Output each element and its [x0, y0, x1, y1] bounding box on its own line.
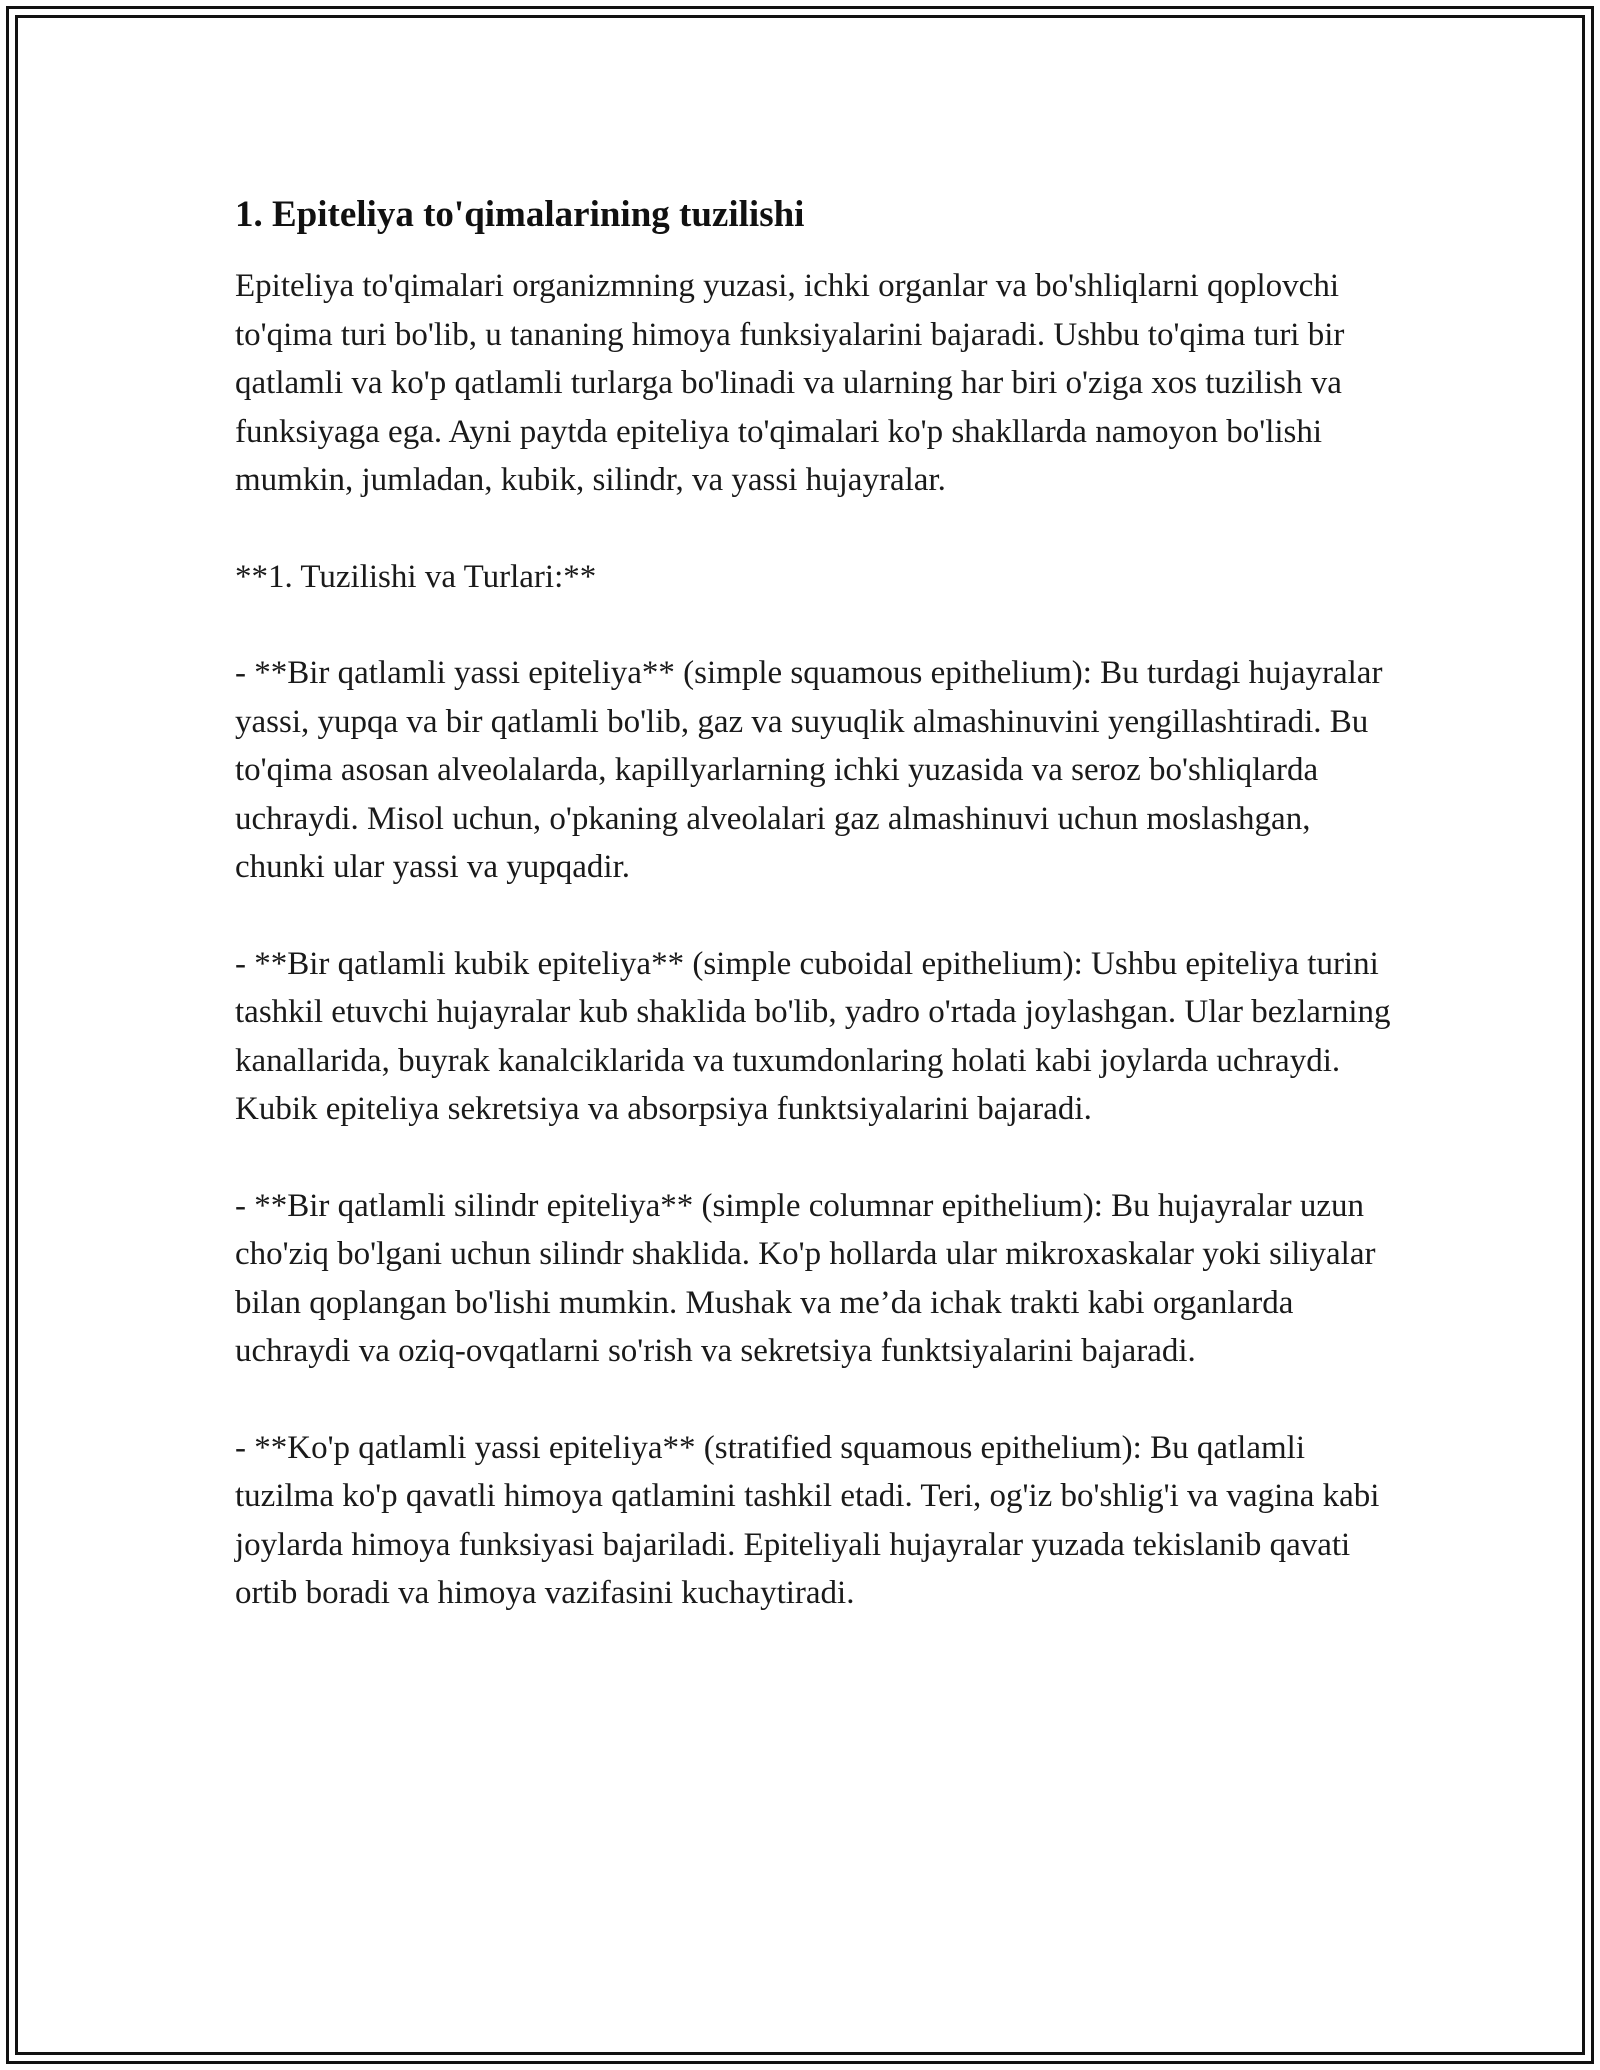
list-item-simple-squamous: - **Bir qatlamli yassi epiteliya** (simple squamous epithelium): Bu turdagi hujayralar yassi, yupqa va bir qatlamli bo'lib, gaz va suyuqlik almashinuvini yengillashtiradi. Bu to'qima asosan alveolalarda, kapillyarlarning ichki yuzasida va seroz bo'shliqlarda uchraydi. Misol uchun, o'pkaning alveolalari gaz almashinuvi uchun moslashgan, chunki ular yassi va yupqadir. — [235, 655, 1383, 885]
list-item-simple-columnar: - **Bir qatlamli silindr epiteliya** (simple columnar epithelium): Bu hujayralar uzun cho'ziq bo'lgani uchun silindr shaklida. Ko'p hollarda ular mikroxaskalar yoki siliyalar bilan qoplangan bo'lishi mumkin. Mushak va me’da ichak trakti kabi organlarda uchraydi va oziq-ovqatlarni so'rish va sekretsiya funktsiyalarini bajaradi. — [235, 1187, 1376, 1369]
list-item-stratified-squamous: - **Ko'p qatlamli yassi epiteliya** (stratified squamous epithelium): Bu qatlamli tuzilma ko'p qavatli himoya qatlamini tashkil etadi. Teri, og'iz bo'shlig'i va vagina kabi joylarda himoya funksiyasi bajariladi. Epiteliyali hujayralar yuzada tekislanib qavati ortib boradi va himoya vazifasini kuchaytiradi. — [235, 1429, 1380, 1611]
list-item-simple-cuboidal: - **Bir qatlamli kubik epiteliya** (simple cuboidal epithelium): Ushbu epiteliya turini tashkil etuvchi hujayralar kub shaklida bo'lib, yadro o'rtada joylashgan. Ular bezlarning kanallarida, buyrak kanalciklarida va tuxumdonlaring holati kabi joylarda uchraydi. Kubik epiteliya sekretsiya va absorpsiya funktsiyalarini bajaradi. — [235, 945, 1391, 1127]
section-title: **1. Tuzilishi va Turlari:** — [235, 558, 597, 595]
intro-paragraph: Epiteliya to'qimalari organizmning yuzasi, ichki organlar va bo'shliqlarni qoplovchi to'qima turi bo'lib, u tananing himoya funksiyalarini bajaradi. Ushbu to'qima turi bir qatlamli va ko'p qatlamli turlarga bo'linadi va ularning har biri o'ziga xos tuzilish va funksiyaga ega. Ayni paytda epiteliya to'qimalari ko'p shakllarda namoyon bo'lishi mumkin, jumladan, kubik, silindr, va yassi hujayralar. — [235, 268, 1345, 498]
page-title: 1. Epiteliya to'qimalarining tuzilishi — [235, 194, 805, 235]
document-body — [235, 190, 1395, 1666]
